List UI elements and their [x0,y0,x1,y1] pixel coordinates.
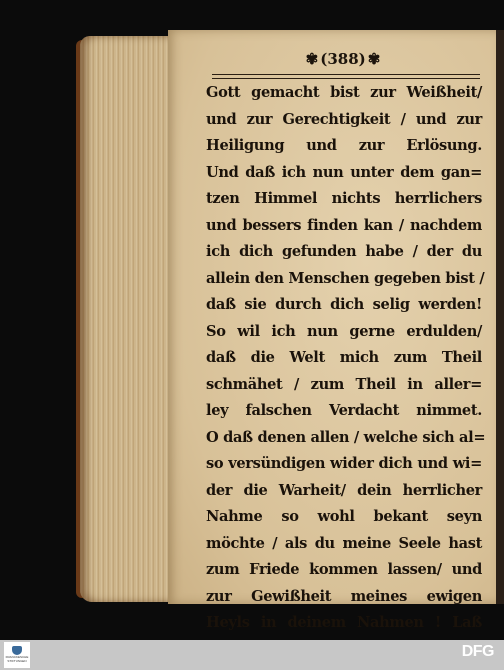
text-line: zum Friede kommen lassen/ und [206,561,482,578]
text-line: zur Gewißheit meines ewigen [206,587,482,605]
text-line: und zur Gerechtigkeit / und zur [206,110,482,128]
text-line: der die Warheit/ dein herrlicher [206,481,482,499]
text-line: Heiligung und zur Erlösung. [206,137,482,154]
header-rule [212,74,480,79]
page-stack-edge [80,36,172,602]
text-line: Heyls in deinem Nahmen ! Laß [206,614,482,631]
text-line: so versündigen wider dich und wi= [206,455,482,472]
page-gutter [496,30,504,604]
logo-text-2: STIFTUNGEN [7,659,27,663]
text-line: ich dich gefunden habe / der du [206,243,482,260]
crest-icon [12,646,22,655]
text-line: O daß denen allen / welche sich al= [206,428,486,446]
dfg-logo[interactable]: DFG [461,643,494,660]
text-line: tzen Himmel nichts herrlichers [206,190,482,207]
text-line: So wil ich nun gerne erdulden/ [206,322,482,340]
text-line: daß sie durch dich selig werden! [206,296,482,313]
logo-text-1: FRANCKESCHE [5,655,29,660]
institution-logo[interactable] [4,642,30,668]
page-number-text: (388) [320,50,366,68]
viewer-footer-bar [0,640,504,670]
text-line: Gott gemacht bist zur Weißheit/ [206,84,482,101]
text-line: Und daß ich nun unter dem gan= [206,163,482,181]
text-line: möchte / als du meine Seele hast [206,534,482,552]
page-text [206,80,486,640]
text-line: schmähet / zum Theil in aller= [206,375,482,393]
ornament-left-icon: ✾ [305,50,319,68]
ornament-right-icon: ✾ [367,50,381,68]
page-number [298,46,388,72]
text-line: ley falschen Verdacht nimmet. [206,402,482,419]
text-line: Nahme so wohl bekant seyn [206,508,482,525]
text-line: allein den Menschen gegeben bist / [206,269,485,287]
text-line: und bessers finden kan / nachdem [206,216,482,234]
text-line: daß die Welt mich zum Theil [206,349,482,366]
